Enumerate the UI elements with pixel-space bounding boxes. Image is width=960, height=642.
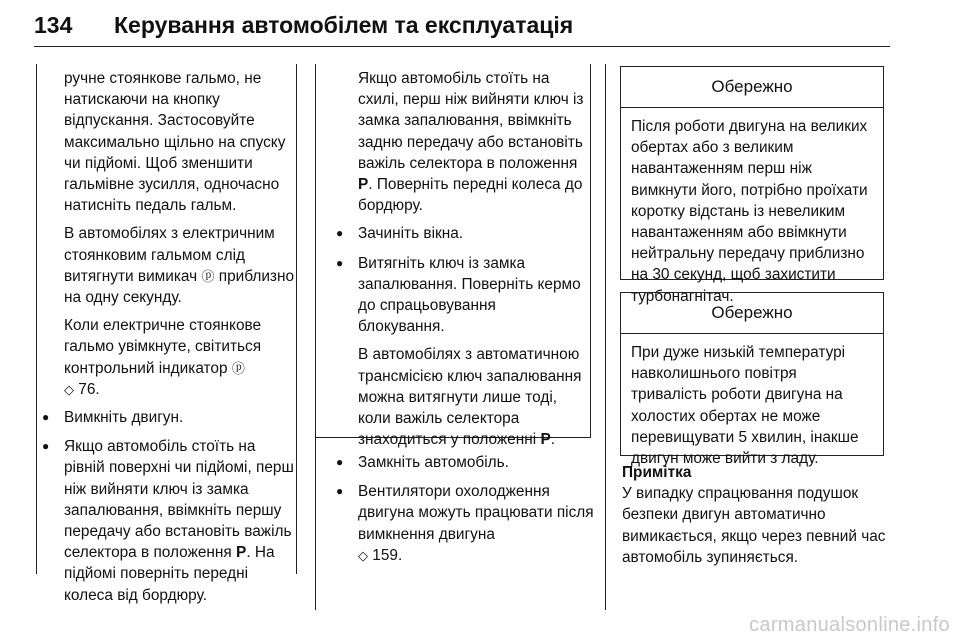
column1-left-rule bbox=[36, 64, 37, 574]
reference-arrow-icon: ◇ bbox=[64, 381, 74, 397]
caution-title: Обережно bbox=[621, 293, 883, 334]
bullet-icon: ● bbox=[42, 439, 50, 454]
note-text: У випадку спрацювання подушок безпеки двигун автоматично вимикається, якщо через певний час автомобіль зупиняється. bbox=[622, 485, 886, 566]
list-item: ● Замкніть автомобіль. bbox=[332, 452, 598, 473]
caution-title: Обережно bbox=[621, 67, 883, 108]
slope-paragraph: Якщо автомобіль стоїть на схилі, перш ніж вийняти ключ із замка запалювання, ввімкніть задню передачу або встановіть важіль селектора в положення P. Поверніть передні колеса до бордюру. bbox=[358, 70, 584, 215]
bullet-icon: ● bbox=[42, 410, 50, 425]
column3-separator-rule bbox=[605, 64, 606, 610]
page-reference[interactable]: 76. bbox=[78, 380, 100, 398]
page-number: 134 bbox=[34, 12, 73, 38]
page-reference[interactable]: 159. bbox=[372, 546, 403, 564]
caution-text: Після роботи двигуна на великих обертах або з великим навантаженням перш ніж вимкнути його, потрібно проїхати коротку відстань із невеликим навантаженням або ввімкнути нейтральну передачу приблизно на 30 секунд, щоб захистити турбонагнітач. bbox=[631, 118, 868, 305]
reference-arrow-icon: ◇ bbox=[358, 547, 368, 563]
column-2-after-box bbox=[332, 452, 598, 574]
intro-paragraph: ручне стоянкове гальмо, не натискаючи на кнопку відпускання. Застосовуйте максимально щільно на спуску чи підйомі. Щоб зменшити гальмівне зусилля, одночасно натисніть педаль гальм. bbox=[64, 70, 286, 215]
column-2-box bbox=[332, 68, 584, 458]
caution-box-low-temperature bbox=[620, 292, 884, 468]
column1-right-rule bbox=[296, 64, 297, 574]
bullet-icon: ● bbox=[336, 255, 344, 270]
note-section bbox=[622, 462, 890, 568]
list-item: ● Витягніть ключ із замка запалювання. Поверніть кермо до спрацьовування блокування. В автомобілях з автоматичною трансмісією ключ запалювання можна витягнути лише тоді, коли важіль селектора знаходиться у положенні P. bbox=[332, 253, 584, 451]
bullet-icon: ● bbox=[336, 226, 344, 241]
parking-brake-indicator-icon: ⓟ bbox=[231, 360, 245, 376]
caution-box-turbo bbox=[620, 66, 884, 305]
indicator-paragraph: Коли електричне стоянкове гальмо увімкнуте, світиться контрольний індикатор ⓟ ◇ 76. bbox=[64, 317, 262, 398]
list-item: ● Зачиніть вікна. bbox=[332, 223, 584, 244]
bullet-icon: ● bbox=[336, 455, 344, 469]
watermark: carmanualsonline.info bbox=[749, 613, 950, 636]
list-item: ● Якщо автомобіль стоїть на рівній поверхні чи підйомі, перш ніж вийняти ключ із замка запалювання, ввімкніть першу передачу або встановіть важіль селектора в положення P. На підйомі поверніть передні колеса від бордюру. bbox=[42, 438, 294, 604]
column2-separator-rule bbox=[315, 64, 316, 610]
list-item: ● Вимкніть двигун. bbox=[38, 407, 296, 428]
page-header bbox=[34, 10, 890, 46]
list-item: ● Вентилятори охолодження двигуна можуть працювати після вимкнення двигуна ◇ 159. bbox=[336, 483, 594, 564]
electric-brake-paragraph: В автомобілях з електричним стоянковим гальмом слід витягнути вимикач ⓟ приблизно на одну секунду. bbox=[64, 225, 295, 307]
automatic-transmission-paragraph: В автомобілях з автоматичною трансмісією ключ запалювання можна витягнути лише тоді, коли важіль селектора знаходиться у положенні P. bbox=[358, 346, 582, 449]
header-rule bbox=[34, 46, 890, 47]
column-1 bbox=[38, 68, 296, 614]
box-right-rule bbox=[590, 64, 591, 438]
bullet-icon: ● bbox=[336, 484, 344, 499]
caution-text: При дуже низькій температурі навколишнього повітря тривалість роботи двигуна на холостих обертах не може перевищувати 5 хвилин, інакше двигун може вийти з ладу. bbox=[631, 344, 859, 468]
note-title: Примітка bbox=[622, 464, 692, 481]
page-title: Керування автомобілем та експлуатація bbox=[114, 12, 574, 38]
parking-brake-icon: ⓟ bbox=[201, 268, 215, 284]
